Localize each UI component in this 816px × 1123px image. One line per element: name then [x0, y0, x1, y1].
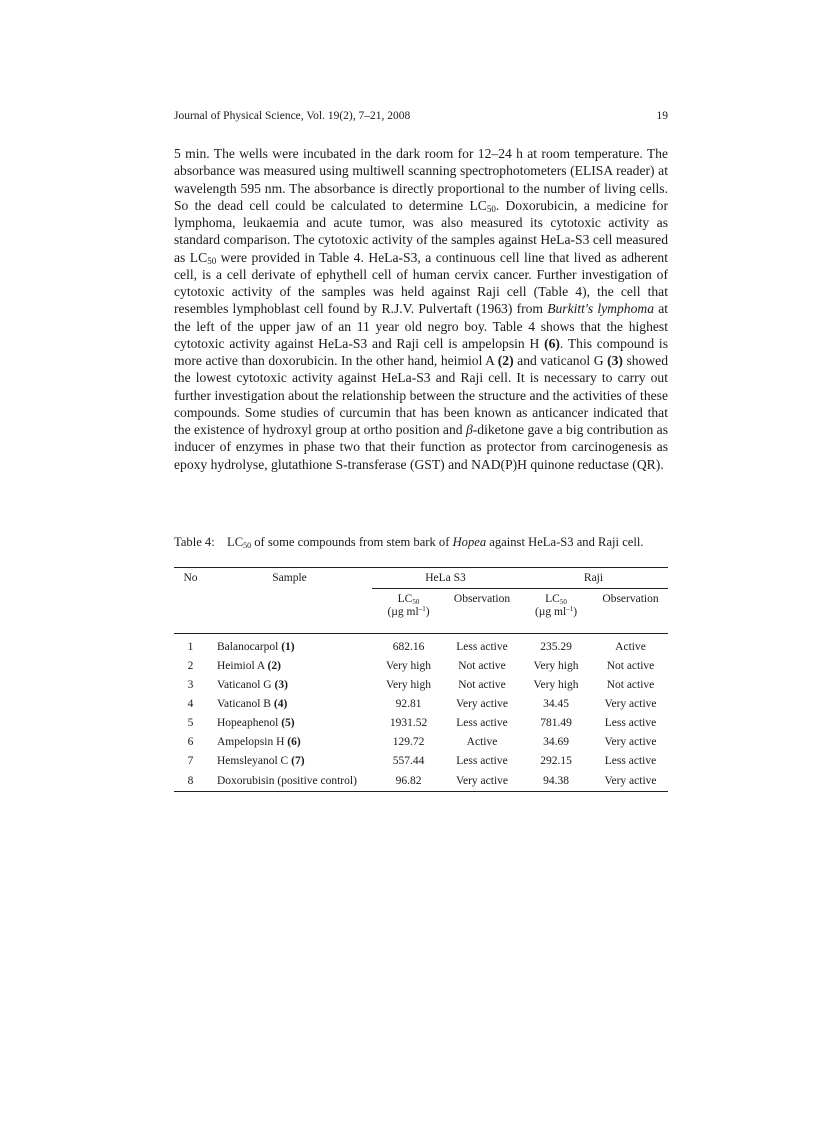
- column-header-hela-observation: Observation: [453, 593, 511, 605]
- table-row: 5 Hopeaphenol (5) 1931.52 Less active 781.49 Less active: [187, 716, 657, 729]
- table-label: Table 4:: [174, 535, 215, 549]
- results-table: [174, 567, 668, 792]
- column-header-no: No: [174, 568, 207, 589]
- column-header-hela-lc50: $LC_{50}$ (µg $ml^{-1}$): [387, 593, 430, 618]
- table-row: 1 Balanocarpol (1) 682.16 Less active 235.29 Active: [187, 640, 646, 653]
- page-number: 19: [656, 110, 668, 122]
- column-header-raji-observation: Observation: [602, 593, 659, 605]
- paragraph: 5 min. The wells were incubated in the dark room for 12–24 h at room temperature. The absorbance was measured using multiwell scanning spectrophotometers (ELISA reader) at wavelength 595 nm. The absorbance is directly proportional to the number of living cells. So the dead cell could be calculated to determine $LC_{50}$. Doxorubicin, a medicine for lymphoma, leukaemia and acute tumor, was also measured its cytotoxic activity as standard comparison. The cytotoxic activity of the samples against HeLa-S3 cell measured as $LC_{50}$ were provided in Table 4. HeLa-S3, a continuous cell line that lived as adherent cell, is a cell derivate of ephythell cell of human cervix cancer. Further investigation of cytotoxic activity of the samples was held against Raji cell (Table 4), the cell that resembles lymphoblast cell found by R.J.V. Pulvertaft (1963) from Burkitt's lymphoma at the left of the upper jaw of an 11 year old negro boy. Table 4 shows that the highest cytotoxic activity against HeLa-S3 and Raji cell is ampelopsin H (6). This compound is more active than doxorubicin. In the other hand, heimiol A (2) and vaticanol G (3) showed the lowest cytotoxic activity against HeLa-S3 and Raji cell. It is necessary to carry out further investigation about the relationship between the structure and the activities of these compounds. Some studies of curcumin that has been known as anticancer indicated that the existence of hydroxyl group at ortho position and β-diketone gave a big contribution as inducer of enzymes in phase two that their function as protector from carcinogenesis as epoxy hydrolyse, glutathione S-transferase (GST) and NAD(P)H quinone reductase (QR).: [174, 146, 669, 472]
- column-header-sample: Sample: [207, 568, 372, 589]
- body-text: [174, 145, 668, 473]
- caption-text: $LC_{50}$ of some compounds from stem bark of Hopea against HeLa-S3 and Raji cell.: [227, 535, 644, 550]
- table-row: 3 Vaticanol G (3) Very high Not active Very high Not active: [187, 678, 655, 691]
- journal-citation: Journal of Physical Science, Vol. 19(2), 7–21, 2008: [174, 110, 411, 122]
- table-row: 8 Doxorubisin (positive control) 96.82 Very active 94.38 Very active: [174, 770, 668, 792]
- table-row: 2 Heimiol A (2) Very high Not active Very high Not active: [187, 659, 655, 672]
- column-header-raji-lc50: $LC_{50}$ (µg $ml^{-1}$): [534, 593, 578, 618]
- column-group-raji: Raji: [519, 568, 668, 589]
- table-header-row: [174, 568, 668, 589]
- table-row: 4 Vaticanol B (4) 92.81 Very active 34.45 Very active: [187, 697, 657, 710]
- table-row: 6 Ampelopsin H (6) 129.72 Active 34.69 Very active: [187, 735, 657, 748]
- table-subheader-row: [174, 589, 668, 634]
- running-header: [174, 110, 668, 126]
- table-row: 7 Hemsleyanol C (7) 557.44 Less active 292.15 Less active: [187, 754, 657, 767]
- table-caption: [174, 535, 668, 550]
- column-group-hela: HeLa S3: [372, 568, 519, 589]
